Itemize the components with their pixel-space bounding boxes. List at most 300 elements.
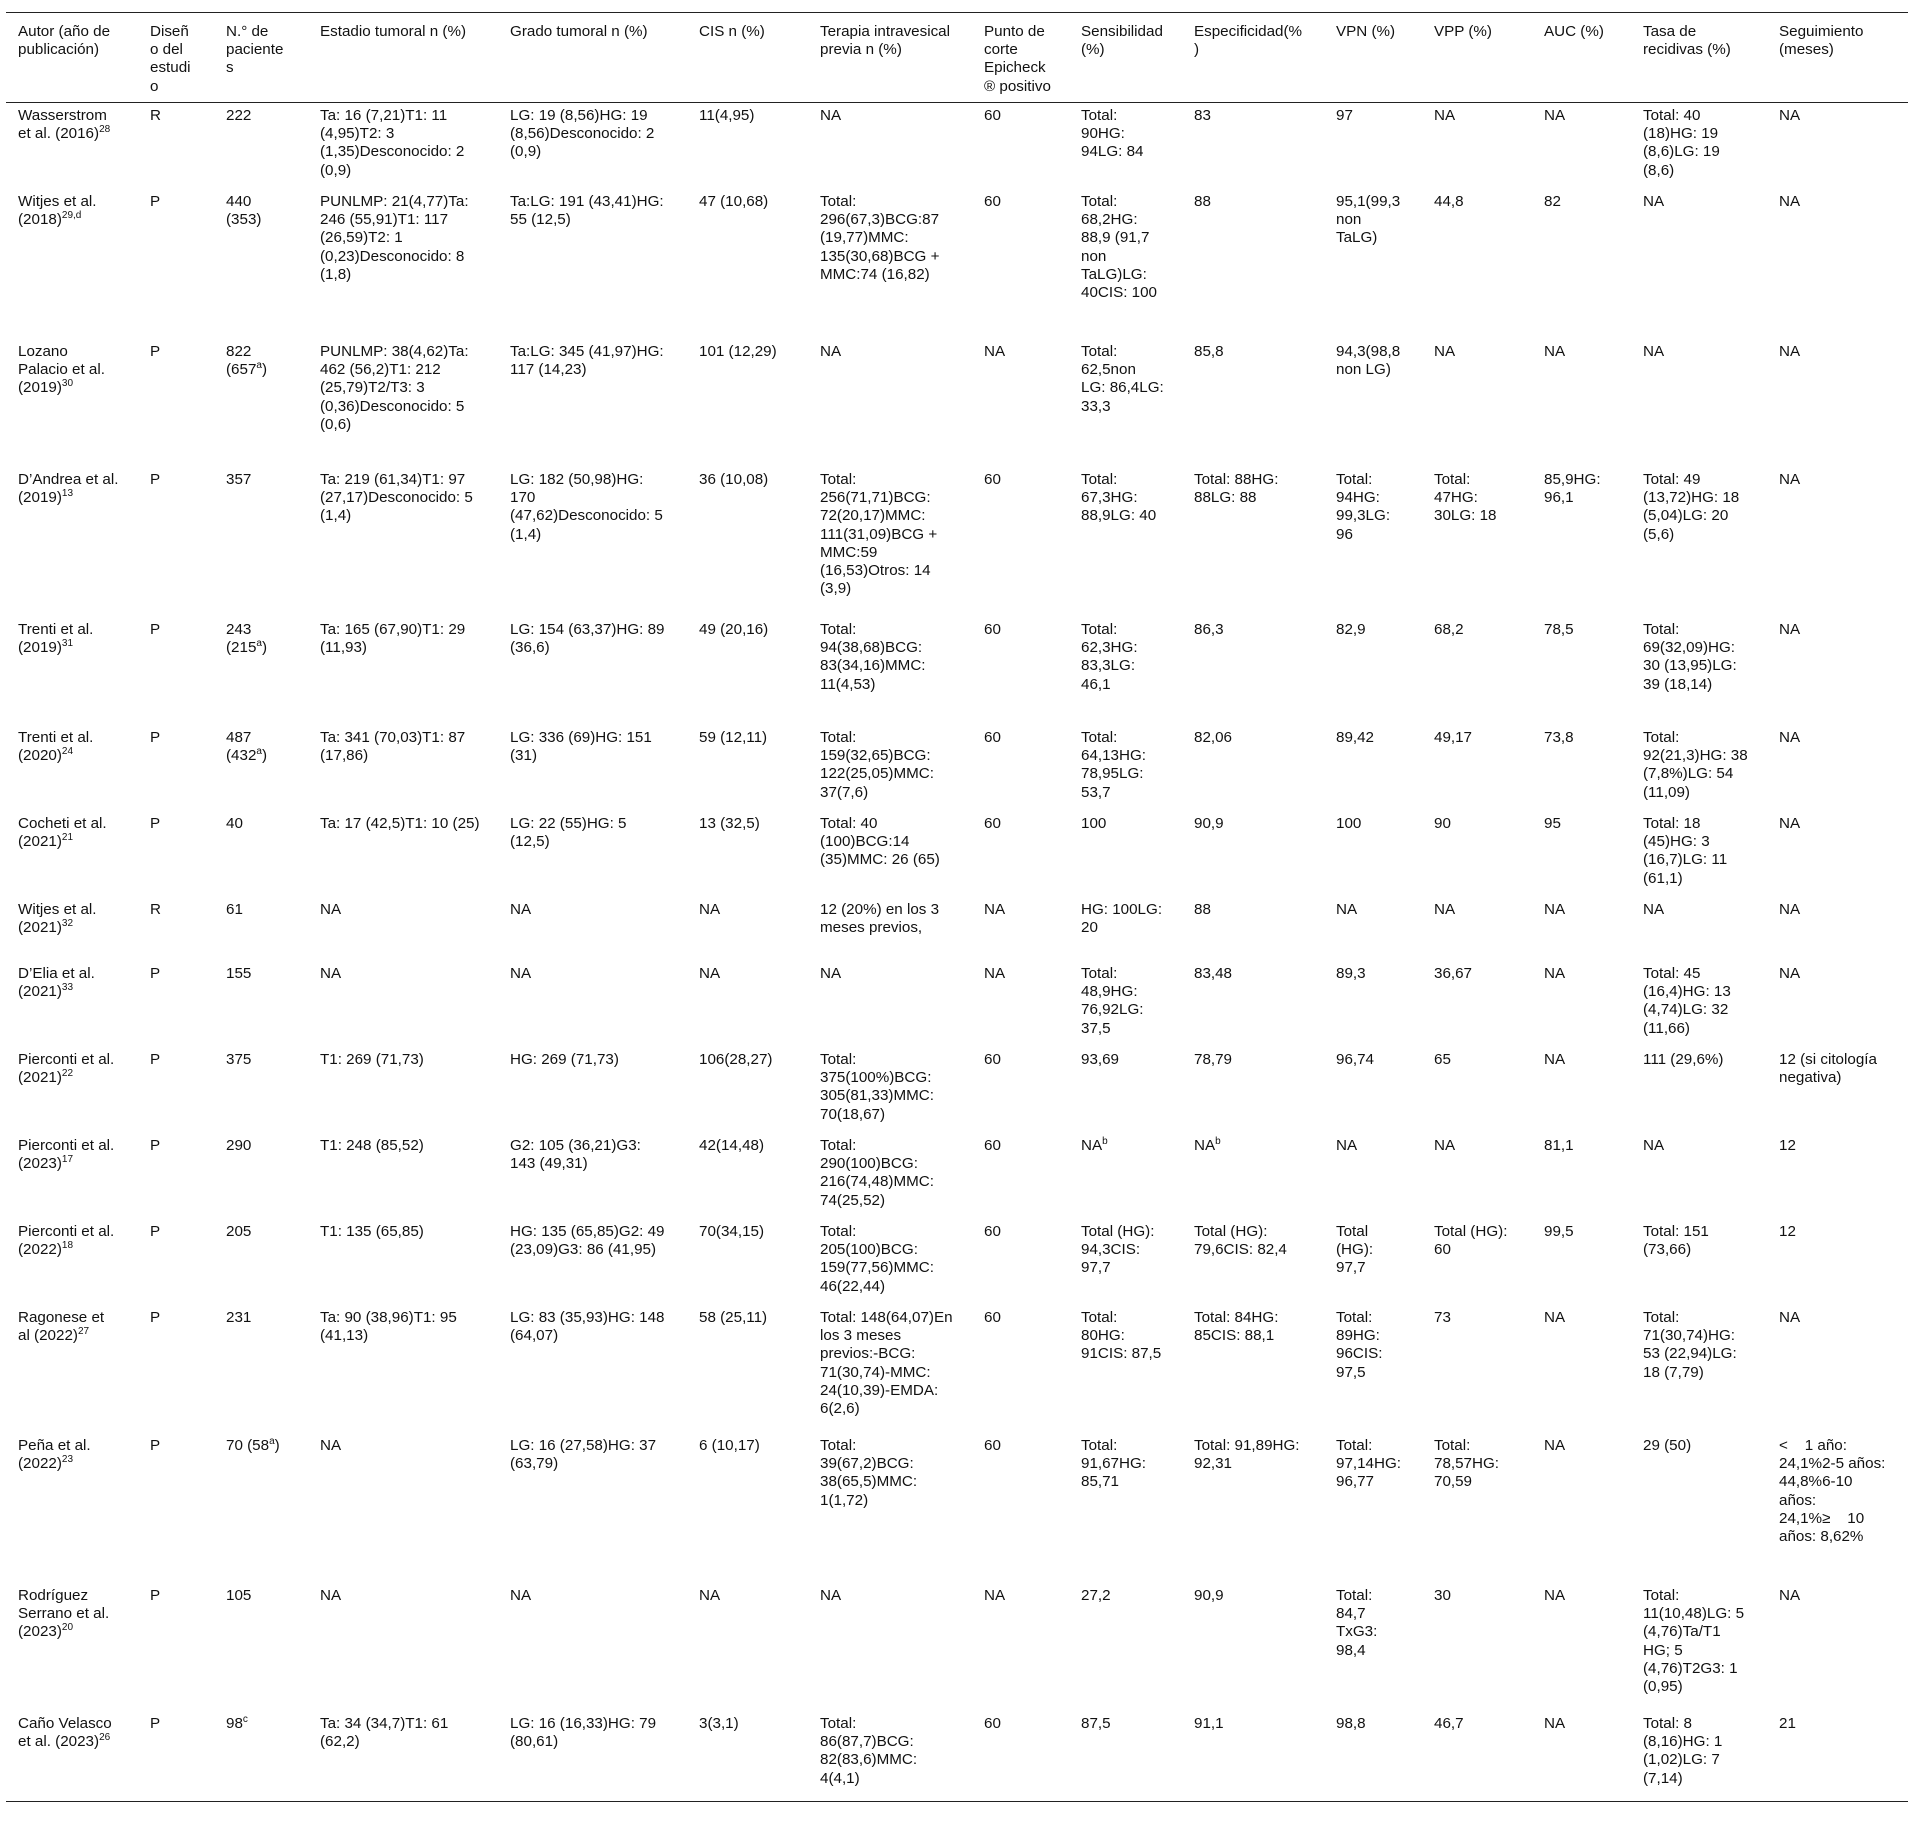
cell-cis: 58 (25,11) <box>699 1308 768 1326</box>
cell-cutoff: NA <box>984 900 1006 918</box>
cell-followup: NA <box>1779 814 1801 832</box>
cell-npv: Total (HG): 97,7 <box>1336 1222 1374 1277</box>
reference-superscript: 27 <box>77 1326 90 1338</box>
cell-recurrence: NA <box>1643 192 1665 210</box>
cell-cis: 49 (20,16) <box>699 620 769 638</box>
cell-therapy: Total: 159(32,65)BCG: 122(25,05)MMC: 37(7,6) <box>820 728 934 801</box>
cell-npv: Total: 97,14HG: 96,77 <box>1336 1436 1402 1491</box>
cell-ppv: NA <box>1434 342 1456 360</box>
cell-grade: NA <box>510 964 532 982</box>
table-row <box>6 1133 1908 1219</box>
cell-patients <box>214 897 308 961</box>
reference-superscript: 24 <box>61 746 74 758</box>
cell-cutoff: 60 <box>984 192 1001 210</box>
specificity-text: 78,79 <box>1194 1050 1233 1068</box>
header-design: Diseño del estudio <box>150 23 191 95</box>
table-row <box>6 1219 1908 1305</box>
cell-design: R <box>150 106 161 124</box>
patients-text: 222 <box>226 106 252 124</box>
cell-grade: NA <box>510 1586 532 1604</box>
cell-design: P <box>150 1714 161 1732</box>
patients-text: 243 (215 <box>226 620 257 657</box>
cell-grade: LG: 336 (69)HG: 151 (31) <box>510 728 652 765</box>
table-row <box>6 1047 1908 1133</box>
cell-sensitivity <box>1069 189 1182 339</box>
patients-text: 155 <box>226 964 252 982</box>
cell-auc: 95 <box>1544 814 1561 832</box>
cell-stage: NA <box>320 1586 342 1604</box>
cell-author <box>6 961 138 1047</box>
cell-recurrence: Total: 69(32,09)HG: 30 (13,95)LG: 39 (18,14) <box>1643 620 1737 693</box>
author-text: Witjes et al. (2018) <box>18 192 97 229</box>
cell-patients <box>214 1133 308 1219</box>
specificity-text: 88 <box>1194 192 1211 210</box>
cell-npv: 98,8 <box>1336 1714 1366 1732</box>
cell-ppv: 65 <box>1434 1050 1451 1068</box>
cell-stage: T1: 269 (71,73) <box>320 1050 424 1068</box>
cell-ppv: 73 <box>1434 1308 1451 1326</box>
reference-superscript: 23 <box>61 1454 74 1466</box>
cell-patients <box>214 1219 308 1305</box>
cell-grade: LG: 16 (27,58)HG: 37 (63,79) <box>510 1436 657 1473</box>
cell-patients <box>214 1305 308 1433</box>
header-npv: VPN (%) <box>1336 23 1396 40</box>
sensitivity-text: 27,2 <box>1081 1586 1111 1604</box>
cell-grade: Ta:LG: 191 (43,41)HG: 55 (12,5) <box>510 192 664 229</box>
author-text: Trenti et al. (2020) <box>18 728 94 765</box>
reference-superscript: 32 <box>61 918 74 930</box>
cell-grade: LG: 22 (55)HG: 5 (12,5) <box>510 814 627 851</box>
reference-superscript: 26 <box>99 1732 111 1744</box>
cell-patients <box>214 811 308 897</box>
cell-stage: PUNLMP: 21(4,77)Ta: 246 (55,91)T1: 117 (26,59)T2: 1 (0,23)Desconocido: 8 (1,8) <box>320 192 469 283</box>
specificity-text: 83 <box>1194 106 1211 124</box>
cell-sensitivity <box>1069 1219 1182 1305</box>
footnote-superscript: a <box>256 746 262 758</box>
cell-patients <box>214 1047 308 1133</box>
cell-stage: PUNLMP: 38(4,62)Ta: 462 (56,2)T1: 212 (25,79)T2/T3: 3 (0,36)Desconocido: 5 (0,6) <box>320 342 469 433</box>
cell-sensitivity <box>1069 1711 1182 1802</box>
cell-therapy: NA <box>820 964 842 982</box>
footnote-superscript: a <box>256 360 262 372</box>
cell-auc: NA <box>1544 1586 1566 1604</box>
author-text: Rodríguez Serrano et al. (2023) <box>18 1586 110 1641</box>
cell-design: P <box>150 342 161 360</box>
cell-therapy: Total: 256(71,71)BCG: 72(20,17)MMC: 111(31,09)BCG + MMC:59 (16,53)Otros: 14 (3,9) <box>820 470 938 598</box>
cell-therapy: Total: 375(100%)BCG: 305(81,33)MMC: 70(18,67) <box>820 1050 934 1123</box>
specificity-text: Total: 88HG: 88LG: 88 <box>1194 470 1279 507</box>
cell-recurrence: Total: 40 (18)HG: 19 (8,6)LG: 19 (8,6) <box>1643 106 1720 179</box>
cell-followup: NA <box>1779 1586 1801 1604</box>
cell-patients <box>214 189 308 339</box>
cell-specificity <box>1182 725 1324 811</box>
cell-recurrence: NA <box>1643 1136 1665 1154</box>
patients-text: 61 <box>226 900 243 918</box>
cell-design: P <box>150 964 161 982</box>
cell-recurrence: Total: 8 (8,16)HG: 1 (1,02)LG: 7 (7,14) <box>1643 1714 1723 1787</box>
cell-cutoff: 60 <box>984 1222 1001 1240</box>
table-row <box>6 189 1908 339</box>
cell-grade: Ta:LG: 345 (41,97)HG: 117 (14,23) <box>510 342 664 379</box>
cell-stage: Ta: 17 (42,5)T1: 10 (25) <box>320 814 480 832</box>
author-text: D’Andrea et al.(2019) <box>18 470 119 507</box>
patients-text: 40 <box>226 814 243 832</box>
cell-cutoff: 60 <box>984 620 1001 638</box>
sensitivity-text: NA <box>1081 1136 1103 1154</box>
cell-specificity <box>1182 897 1324 961</box>
cell-grade: HG: 269 (71,73) <box>510 1050 619 1068</box>
cell-sensitivity <box>1069 1133 1182 1219</box>
cell-design: P <box>150 1436 161 1454</box>
cell-therapy: Total: 40 (100)BCG:14 (35)MMC: 26 (65) <box>820 814 940 869</box>
cell-sensitivity <box>1069 102 1182 189</box>
cell-auc: 99,5 <box>1544 1222 1574 1240</box>
cell-followup: NA <box>1779 342 1801 360</box>
table-row <box>6 725 1908 811</box>
cell-author <box>6 1305 138 1433</box>
cell-followup: NA <box>1779 900 1801 918</box>
reference-superscript: 22 <box>61 1068 74 1080</box>
cell-npv: NA <box>1336 900 1358 918</box>
table-row <box>6 617 1908 725</box>
cell-npv: Total: 94HG: 99,3LG: 96 <box>1336 470 1391 543</box>
cell-ppv: Total: 47HG: 30LG: 18 <box>1434 470 1497 525</box>
cell-author <box>6 102 138 189</box>
cell-specificity <box>1182 1305 1324 1433</box>
cell-cutoff: 60 <box>984 106 1001 124</box>
cell-cutoff: 60 <box>984 728 1001 746</box>
cell-specificity <box>1182 189 1324 339</box>
sensitivity-text: Total (HG): 94,3CIS: 97,7 <box>1081 1222 1155 1277</box>
specificity-text: 88 <box>1194 900 1211 918</box>
cell-followup: NA <box>1779 1308 1801 1326</box>
cell-recurrence: 29 (50) <box>1643 1436 1692 1454</box>
cell-sensitivity <box>1069 1583 1182 1711</box>
cell-auc: 82 <box>1544 192 1561 210</box>
cell-cutoff: NA <box>984 964 1006 982</box>
author-text: Witjes et al. (2021) <box>18 900 97 937</box>
cell-recurrence: NA <box>1643 900 1665 918</box>
reference-superscript: 18 <box>61 1240 74 1252</box>
cell-therapy: 12 (20%) en los 3 meses previos, <box>820 900 940 937</box>
patients-text: 105 <box>226 1586 252 1604</box>
cell-sensitivity <box>1069 1433 1182 1583</box>
cell-grade: LG: 182 (50,98)HG: 170 (47,62)Desconocido: 5 (1,4) <box>510 470 663 543</box>
specificity-text: Total: 84HG: 85CIS: 88,1 <box>1194 1308 1279 1345</box>
header-grade: Grado tumoral n (%) <box>510 23 648 40</box>
cell-specificity <box>1182 1433 1324 1583</box>
cell-followup: 12 <box>1779 1136 1796 1154</box>
cell-therapy: Total: 148(64,07)En los 3 meses previos:-BCG: 71(30,74)-MMC: 24(10,39)-EMDA: 6(2,6) <box>820 1308 953 1418</box>
cell-cutoff: 60 <box>984 1308 1001 1326</box>
cell-patients <box>214 1711 308 1802</box>
cell-grade: LG: 154 (63,37)HG: 89 (36,6) <box>510 620 665 657</box>
cell-specificity <box>1182 617 1324 725</box>
footnote-superscript: a <box>269 1435 275 1447</box>
cell-auc: 78,5 <box>1544 620 1574 638</box>
cell-cutoff: 60 <box>984 470 1001 488</box>
header-stage: Estadio tumoral n (%) <box>320 23 467 40</box>
sensitivity-text: Total: 90HG: 94LG: 84 <box>1081 106 1144 161</box>
cell-auc: NA <box>1544 106 1566 124</box>
cell-recurrence: Total: 11(10,48)LG: 5 (4,76)Ta/T1 HG; 5 (4,76)T2G3: 1 (0,95) <box>1643 1586 1745 1696</box>
cell-cis: 11(4,95) <box>699 106 755 124</box>
cell-design: R <box>150 900 161 918</box>
table-row <box>6 467 1908 617</box>
specificity-text: 86,3 <box>1194 620 1224 638</box>
header-cis: CIS n (%) <box>699 23 765 40</box>
sensitivity-text: Total: 64,13HG: 78,95LG: 53,7 <box>1081 728 1147 801</box>
cell-cis: 13 (32,5) <box>699 814 760 832</box>
cell-author <box>6 189 138 339</box>
header-author: Autor (año de publicación) <box>18 23 111 59</box>
cell-author <box>6 617 138 725</box>
cell-npv: 82,9 <box>1336 620 1366 638</box>
cell-specificity <box>1182 339 1324 467</box>
cell-sensitivity <box>1069 811 1182 897</box>
specificity-text: Total (HG): 79,6CIS: 82,4 <box>1194 1222 1287 1259</box>
cell-sensitivity <box>1069 467 1182 617</box>
patients-close-paren: ) <box>261 639 268 657</box>
cell-ppv: 49,17 <box>1434 728 1473 746</box>
cell-patients <box>214 617 308 725</box>
cell-design: P <box>150 1050 161 1068</box>
cell-npv: 96,74 <box>1336 1050 1375 1068</box>
cell-auc: NA <box>1544 1714 1566 1732</box>
cell-therapy: Total: 39(67,2)BCG: 38(65,5)MMC: 1(1,72) <box>820 1436 918 1509</box>
sensitivity-text: 93,69 <box>1081 1050 1120 1068</box>
cell-ppv: NA <box>1434 106 1456 124</box>
cell-npv: NA <box>1336 1136 1358 1154</box>
cell-author <box>6 1583 138 1711</box>
footnote-superscript: c <box>242 1713 248 1725</box>
cell-sensitivity <box>1069 1305 1182 1433</box>
header-auc: AUC (%) <box>1544 23 1604 40</box>
cell-cutoff: NA <box>984 1586 1006 1604</box>
specificity-text: 90,9 <box>1194 1586 1224 1604</box>
cell-specificity <box>1182 811 1324 897</box>
cell-ppv: 68,2 <box>1434 620 1464 638</box>
cell-ppv: 36,67 <box>1434 964 1473 982</box>
cell-design: P <box>150 1222 161 1240</box>
cell-specificity <box>1182 467 1324 617</box>
patients-close-paren: ) <box>261 747 268 765</box>
cell-npv: 94,3(98,8 non LG) <box>1336 342 1401 379</box>
table-row <box>6 1583 1908 1711</box>
cell-author <box>6 1047 138 1133</box>
table-row <box>6 102 1908 189</box>
table-row <box>6 1433 1908 1583</box>
reference-superscript: 28 <box>99 124 111 136</box>
cell-cutoff: 60 <box>984 1436 1001 1454</box>
cell-cis: 101 (12,29) <box>699 342 777 360</box>
cell-patients <box>214 1583 308 1711</box>
footnote-superscript: b <box>1215 1135 1221 1147</box>
footnote-superscript: a <box>256 638 262 650</box>
author-text: Caño Velasco et al. (2023) <box>18 1714 112 1751</box>
cell-npv: 97 <box>1336 106 1353 124</box>
author-text: Pierconti et al. (2023) <box>18 1136 115 1173</box>
cell-patients <box>214 1433 308 1583</box>
cell-patients <box>214 339 308 467</box>
cell-author <box>6 1133 138 1219</box>
header-recurrence: Tasa de recidivas (%) <box>1643 23 1731 59</box>
author-text: D’Elia et al. (2021) <box>18 964 95 1001</box>
cell-therapy: Total: 94(38,68)BCG: 83(34,16)MMC: 11(4,53) <box>820 620 926 693</box>
cell-cutoff: 60 <box>984 1136 1001 1154</box>
cell-cutoff: 60 <box>984 814 1001 832</box>
header-sensitivity: Sensibilidad (%) <box>1081 23 1163 59</box>
cell-author <box>6 339 138 467</box>
cell-author <box>6 897 138 961</box>
patients-text: 487 (432 <box>226 728 257 765</box>
cell-ppv: 30 <box>1434 1586 1451 1604</box>
reference-superscript: 31 <box>61 638 74 650</box>
sensitivity-text: Total: 62,3HG: 83,3LG: 46,1 <box>1081 620 1138 693</box>
cell-therapy: Total: 86(87,7)BCG: 82(83,6)MMC: 4(4,1) <box>820 1714 918 1787</box>
patients-text: 205 <box>226 1222 252 1240</box>
cell-design: P <box>150 1308 161 1326</box>
cell-cis: 42(14,48) <box>699 1136 765 1154</box>
cell-cis: 6 (10,17) <box>699 1436 760 1454</box>
cell-grade: LG: 19 (8,56)HG: 19 (8,56)Desconocido: 2 (0,9) <box>510 106 655 161</box>
cell-sensitivity <box>1069 725 1182 811</box>
cell-cis: 70(34,15) <box>699 1222 765 1240</box>
cell-followup: 21 <box>1779 1714 1796 1732</box>
cell-author <box>6 467 138 617</box>
specificity-text: 85,8 <box>1194 342 1224 360</box>
cell-specificity <box>1182 1133 1324 1219</box>
cell-cis: 36 (10,08) <box>699 470 769 488</box>
cell-stage: Ta: 34 (34,7)T1: 61 (62,2) <box>320 1714 449 1751</box>
cell-auc: NA <box>1544 964 1566 982</box>
cell-followup: NA <box>1779 728 1801 746</box>
header-patients: N.° de pacientes <box>226 23 284 77</box>
cell-npv: 100 <box>1336 814 1362 832</box>
cell-grade: G2: 105 (36,21)G3: 143 (49,31) <box>510 1136 641 1173</box>
cell-followup: < 1 año: 24,1%2-5 años: 44,8%6-10 años: 24,1%≥ 10 años: 8,62% <box>1779 1436 1886 1546</box>
reference-superscript: 29,d <box>61 210 82 222</box>
cell-cis: NA <box>699 964 721 982</box>
reference-superscript: 30 <box>61 378 74 390</box>
specificity-text: NA <box>1194 1136 1216 1154</box>
header-followup: Seguimiento (meses) <box>1779 23 1864 59</box>
header-therapy: Terapia intravesical previa n (%) <box>820 23 950 59</box>
cell-followup: 12 (si citología negativa) <box>1779 1050 1877 1087</box>
cell-cis: NA <box>699 900 721 918</box>
reference-superscript: 33 <box>61 982 74 994</box>
sensitivity-text: Total: 67,3HG: 88,9LG: 40 <box>1081 470 1157 525</box>
author-text: Pierconti et al. (2022) <box>18 1222 115 1259</box>
cell-design: P <box>150 620 161 638</box>
patients-text: 231 <box>226 1308 252 1326</box>
author-text: Lozano Palacio et al. (2019) <box>18 342 105 397</box>
cell-grade: LG: 16 (16,33)HG: 79 (80,61) <box>510 1714 657 1751</box>
cell-followup: NA <box>1779 964 1801 982</box>
cell-sensitivity <box>1069 961 1182 1047</box>
patients-close-paren: ) <box>274 1436 280 1454</box>
cell-followup: NA <box>1779 106 1801 124</box>
cell-npv: Total: 89HG: 96CIS: 97,5 <box>1336 1308 1383 1381</box>
cell-recurrence: Total: 92(21,3)HG: 38 (7,8%)LG: 54 (11,09) <box>1643 728 1748 801</box>
cell-therapy: Total: 205(100)BCG: 159(77,56)MMC: 46(22,44) <box>820 1222 934 1295</box>
sensitivity-text: 100 <box>1081 814 1107 832</box>
cell-cis: 106(28,27) <box>699 1050 773 1068</box>
specificity-text: 91,1 <box>1194 1714 1224 1732</box>
table-body <box>6 102 1908 1801</box>
cell-recurrence: Total: 71(30,74)HG: 53 (22,94)LG: 18 (7,79) <box>1643 1308 1737 1381</box>
cell-design: P <box>150 470 161 488</box>
cell-ppv: Total (HG): 60 <box>1434 1222 1508 1259</box>
patients-text: 98 <box>226 1714 243 1732</box>
cell-patients <box>214 725 308 811</box>
cell-author <box>6 1711 138 1802</box>
cell-stage: Ta: 16 (7,21)T1: 11 (4,95)T2: 3 (1,35)Desconocido: 2 (0,9) <box>320 106 465 179</box>
cell-author <box>6 1433 138 1583</box>
cell-cutoff: 60 <box>984 1050 1001 1068</box>
cell-recurrence: 111 (29,6%) <box>1643 1050 1724 1068</box>
cell-ppv: 90 <box>1434 814 1451 832</box>
cell-patients <box>214 102 308 189</box>
reference-superscript: 13 <box>61 488 74 500</box>
cell-ppv: NA <box>1434 900 1456 918</box>
cell-recurrence: Total: 18 (45)HG: 3 (16,7)LG: 11 (61,1) <box>1643 814 1728 887</box>
cell-specificity <box>1182 1711 1324 1802</box>
cell-cutoff: NA <box>984 342 1006 360</box>
cell-therapy: NA <box>820 106 842 124</box>
cell-recurrence: Total: 151 (73,66) <box>1643 1222 1709 1259</box>
table-row <box>6 961 1908 1047</box>
cell-stage: NA <box>320 900 342 918</box>
cell-author <box>6 1219 138 1305</box>
cell-patients <box>214 467 308 617</box>
cell-npv: 89,42 <box>1336 728 1375 746</box>
cell-therapy: NA <box>820 1586 842 1604</box>
cell-cis: 59 (12,11) <box>699 728 768 746</box>
cell-auc: NA <box>1544 1308 1566 1326</box>
sensitivity-text: Total: 91,67HG: 85,71 <box>1081 1436 1147 1491</box>
cell-stage: NA <box>320 1436 342 1454</box>
author-text: Cocheti et al. (2021) <box>18 814 107 851</box>
cell-design: P <box>150 1586 161 1604</box>
cell-stage: T1: 135 (65,85) <box>320 1222 424 1240</box>
patients-text: 440 (353) <box>226 192 262 229</box>
table-row <box>6 897 1908 961</box>
cell-npv: 89,3 <box>1336 964 1366 982</box>
cell-stage: Ta: 341 (70,03)T1: 87 (17,86) <box>320 728 466 765</box>
cell-grade: HG: 135 (65,85)G2: 49 (23,09)G3: 86 (41,95) <box>510 1222 665 1259</box>
cell-therapy: NA <box>820 342 842 360</box>
cell-followup: NA <box>1779 620 1801 638</box>
sensitivity-text: Total: 48,9HG: 76,92LG: 37,5 <box>1081 964 1144 1037</box>
cell-cutoff: 60 <box>984 1714 1001 1732</box>
cell-specificity <box>1182 961 1324 1047</box>
cell-design: P <box>150 192 161 210</box>
author-text: Wasserstrom et al. (2016) <box>18 106 107 143</box>
table-row <box>6 339 1908 467</box>
cell-stage: Ta: 219 (61,34)T1: 97 (27,17)Desconocido: 5 (1,4) <box>320 470 473 525</box>
patients-close-paren: ) <box>261 361 268 379</box>
cell-sensitivity <box>1069 1047 1182 1133</box>
cell-npv: Total: 84,7 TxG3: 98,4 <box>1336 1586 1378 1659</box>
cell-design: P <box>150 728 161 746</box>
cell-auc: NA <box>1544 1050 1566 1068</box>
specificity-text: 83,48 <box>1194 964 1233 982</box>
patients-text: 822 (657 <box>226 342 257 379</box>
cell-cis: NA <box>699 1586 721 1604</box>
patients-text: 290 <box>226 1136 252 1154</box>
cell-therapy: Total: 290(100)BCG: 216(74,48)MMC: 74(25,52) <box>820 1136 934 1209</box>
